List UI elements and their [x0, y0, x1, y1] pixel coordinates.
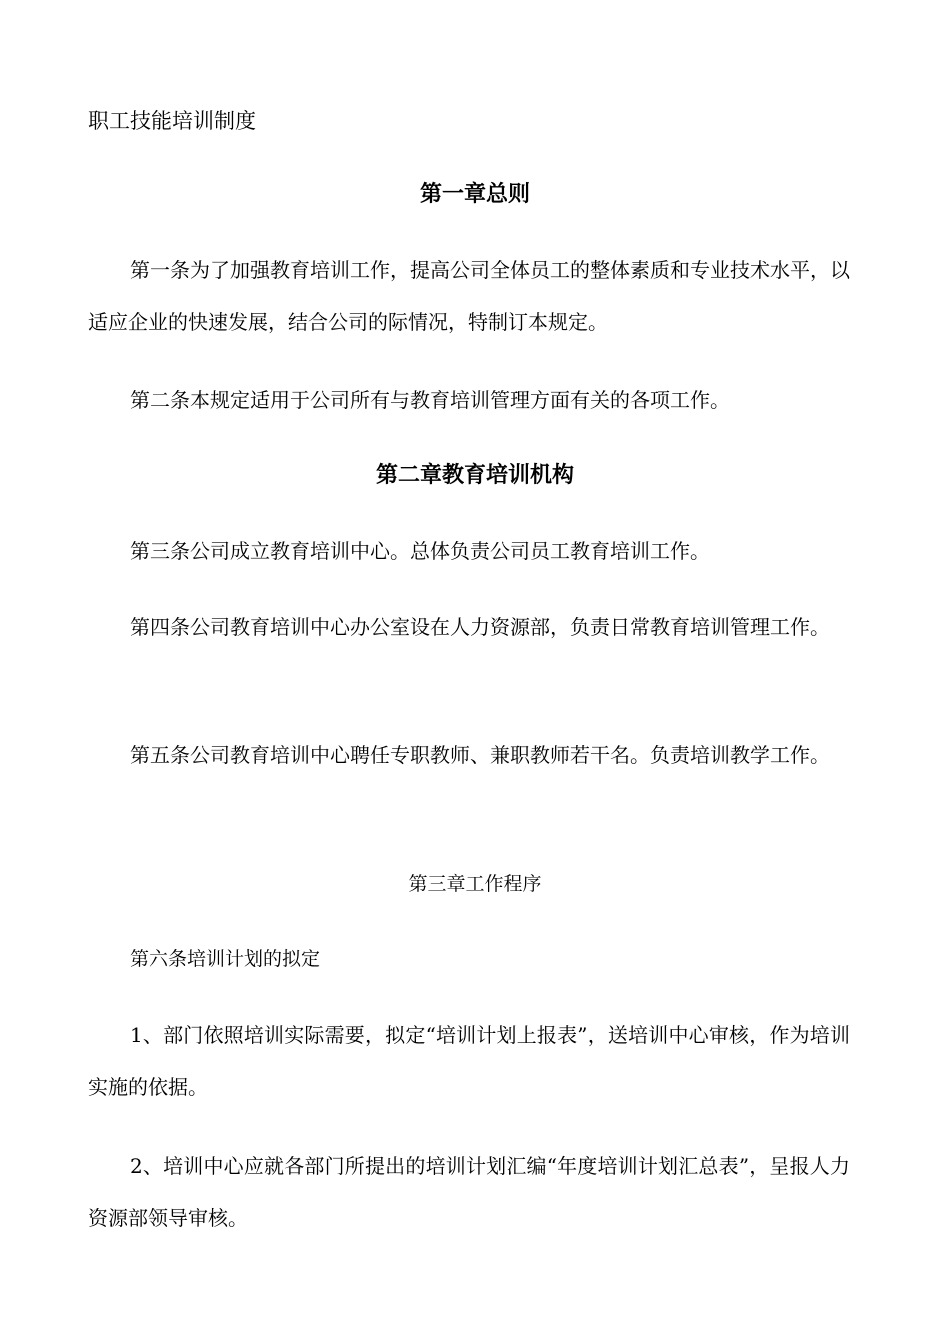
item-1: 1、部门依照培训实际需要，拟定“培训计划上报表”，送培训中心审核，作为培训实施的依据。 [88, 1023, 850, 1099]
article-6: 第六条培训计划的拟定 [130, 948, 321, 970]
article-3: 第三条公司成立教育培训中心。总体负责公司员工教育培训工作。 [130, 539, 710, 563]
article-1: 第一条为了加强教育培训工作，提高公司全体员工的整体素质和专业技术水平，以适应企业的快速发展，结合公司的际情况，特制订本规定。 [88, 258, 850, 334]
article-2: 第二条本规定适用于公司所有与教育培训管理方面有关的各项工作。 [130, 388, 730, 412]
chapter-3-heading: 第三章工作程序 [408, 873, 542, 895]
article-5: 第五条公司教育培训中心聘任专职教师、兼职教师若干名。负责培训教学工作。 [130, 743, 830, 767]
chapter-2-heading: 第二章教育培训机构 [375, 463, 574, 488]
document-title: 职工技能培训制度 [88, 109, 256, 133]
article-4: 第四条公司教育培训中心办公室设在人力资源部，负责日常教育培训管理工作。 [130, 615, 830, 639]
item-2: 2、培训中心应就各部门所提出的培训计划汇编“年度培训计划汇总表”，呈报人力资源部领导审核。 [88, 1154, 850, 1230]
chapter-1-heading: 第一章总则 [419, 182, 530, 207]
